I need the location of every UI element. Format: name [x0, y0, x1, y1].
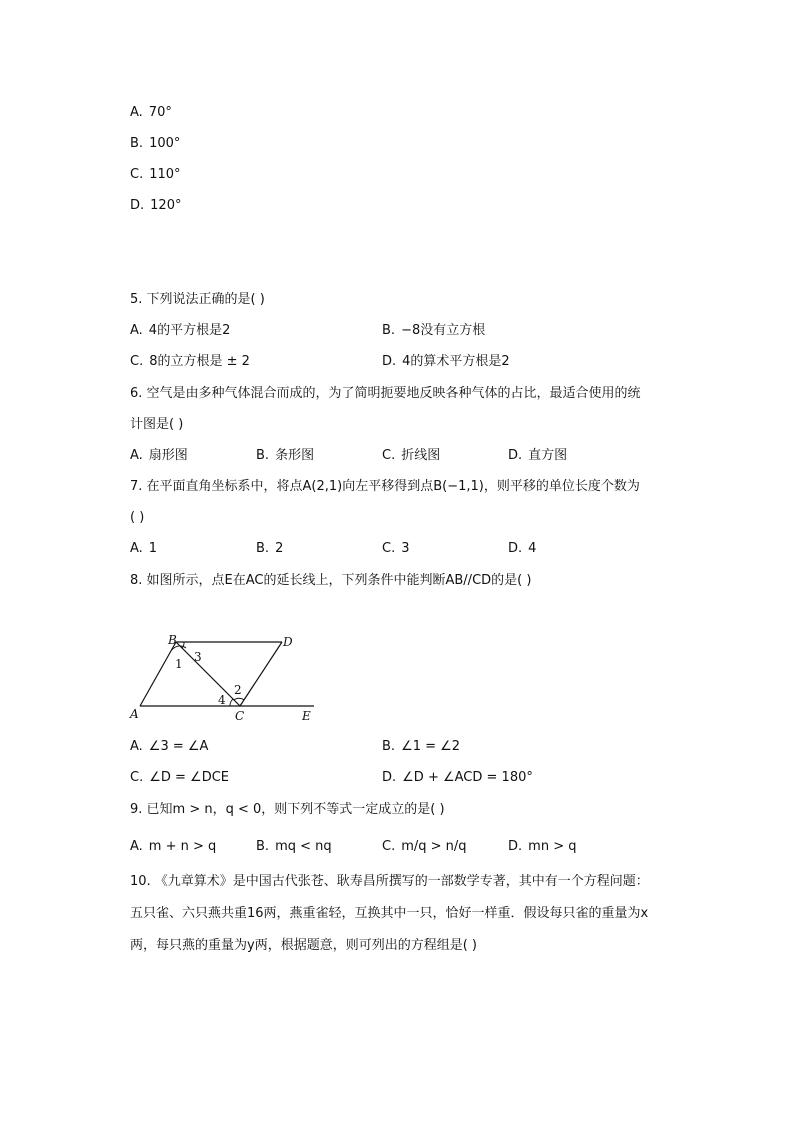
- q7-option-a: A. 1: [130, 541, 158, 556]
- q4-option-a: A. 70°: [130, 105, 172, 120]
- q10-stem-line3: 两，每只燕的重量为y两，根据题意，则可列出的方程组是( ): [130, 938, 477, 953]
- label-angle-1: 1: [175, 657, 183, 671]
- q6-option-d: D. 直方图: [508, 448, 568, 463]
- q9-option-a: A. m + n > q: [130, 839, 217, 854]
- q4-option-c: C. 110°: [130, 167, 181, 182]
- q7-stem-line2: ( ): [130, 510, 145, 525]
- angle-arc-2: [234, 698, 244, 700]
- label-angle-2: 2: [234, 683, 242, 697]
- q7-option-b: B. 2: [256, 541, 284, 556]
- label-angle-3: 3: [194, 650, 202, 664]
- q9-stem: 9. 已知m > n，q < 0，则下列不等式一定成立的是( ): [130, 802, 445, 817]
- q7-stem-line1: 7. 在平面直角坐标系中，将点A(2,1)向左平移得到点B(−1,1)，则平移的单位长度个数为: [130, 479, 640, 494]
- label-angle-4: 4: [218, 693, 226, 707]
- angle-arc-4: [230, 699, 233, 706]
- label-d: D: [283, 635, 293, 649]
- q6-option-b: B. 条形图: [256, 448, 315, 463]
- q10-stem-line2: 五只雀、六只燕共重16两，燕重雀轻，互换其中一只，恰好一样重．假设每只雀的重量为x: [130, 906, 649, 921]
- q6-option-c: C. 折线图: [382, 448, 441, 463]
- q8-stem: 8. 如图所示，点E在AC的延长线上，下列条件中能判断AB//CD的是( ): [130, 573, 532, 588]
- q5-option-d: D. 4的算术平方根是2: [382, 354, 510, 369]
- q6-option-a: A. 扇形图: [130, 448, 188, 463]
- label-c: C: [235, 709, 245, 723]
- segment-ab: [140, 642, 176, 706]
- label-e: E: [302, 709, 311, 723]
- segment-bc: [176, 642, 240, 706]
- label-b: B: [168, 633, 177, 647]
- q6-stem-line1: 6. 空气是由多种气体混合而成的，为了简明扼要地反映各种气体的占比，最适合使用的统: [130, 386, 641, 401]
- q9-option-b: B. mq < nq: [256, 839, 332, 854]
- q9-option-d: D. mn > q: [508, 839, 577, 854]
- q5-option-b: B. −8没有立方根: [382, 323, 486, 338]
- q5-stem: 5. 下列说法正确的是( ): [130, 292, 265, 307]
- segment-dc: [240, 642, 282, 706]
- q5-option-a: A. 4的平方根是2: [130, 323, 231, 338]
- q5-option-c: C. 8的立方根是 ± 2: [130, 354, 250, 369]
- q8-geometry-figure: [128, 628, 328, 728]
- q4-option-b: B. 100°: [130, 136, 181, 151]
- q10-stem-line1: 10. 《九章算术》是中国古代张苍、耿寿昌所撰写的一部数学专著，其中有一个方程问题：: [130, 874, 649, 889]
- q9-option-c: C. m/q > n/q: [382, 839, 467, 854]
- q8-option-a: A. ∠3 = ∠A: [130, 739, 209, 754]
- q4-option-d: D. 120°: [130, 198, 182, 213]
- q7-option-c: C. 3: [382, 541, 410, 556]
- q8-option-b: B. ∠1 = ∠2: [382, 739, 461, 754]
- q6-stem-line2: 计图是( ): [130, 417, 184, 432]
- q8-option-d: D. ∠D + ∠ACD = 180°: [382, 770, 533, 785]
- label-a: A: [130, 707, 139, 721]
- q7-option-d: D. 4: [508, 541, 537, 556]
- q8-option-c: C. ∠D = ∠DCE: [130, 770, 229, 785]
